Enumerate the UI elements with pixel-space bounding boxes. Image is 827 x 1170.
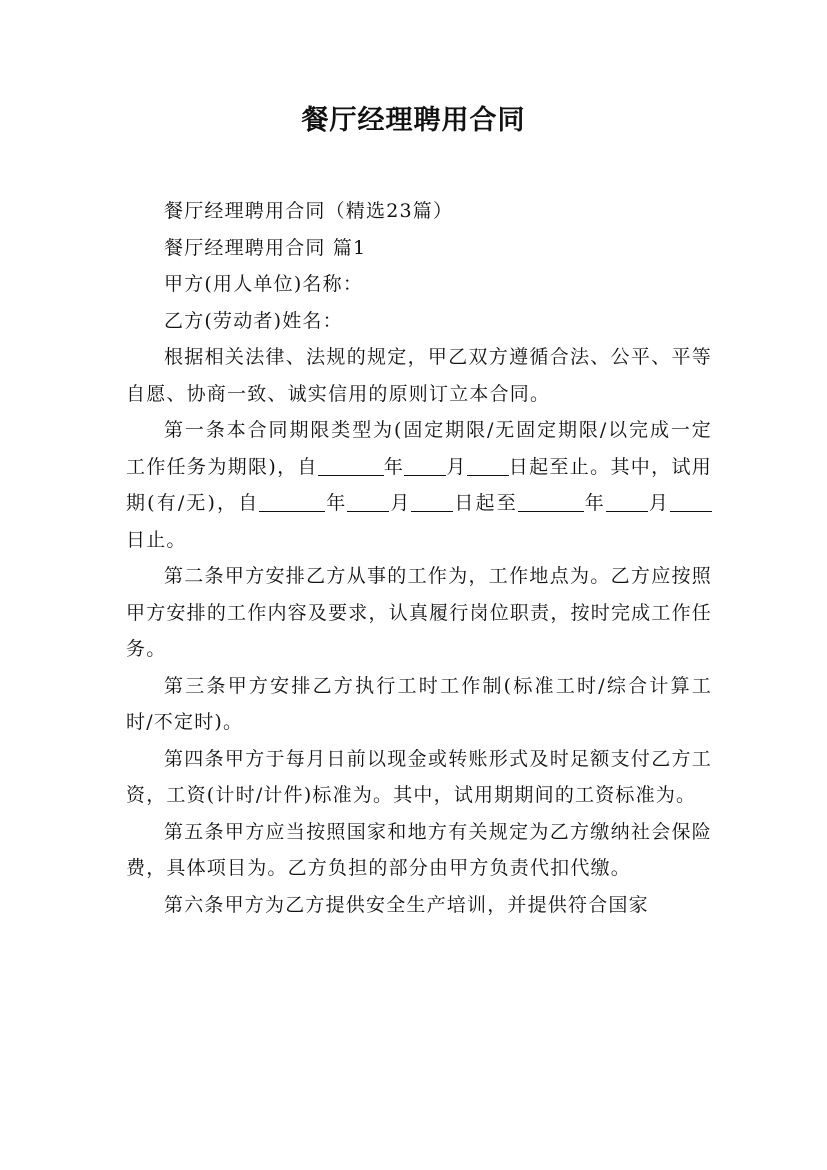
document-body bbox=[126, 193, 712, 923]
article-1-text: 日起至 bbox=[453, 492, 518, 514]
blank-field bbox=[518, 492, 584, 512]
article-5-paragraph: 第五条甲方应当按照国家和地方有关规定为乙方缴纳社会保险费，具体项目为。乙方负担的部分由甲方负责代扣代缴。 bbox=[126, 820, 712, 879]
blank-field bbox=[259, 492, 325, 512]
intro-paragraph: 根据相关法律、法规的规定，甲乙双方遵循合法、公平、平等自愿、协商一致、诚实信用的原则订立本合同。 bbox=[126, 346, 712, 405]
article-1-text: 日起至止。其中，试用期(有/无)，自 bbox=[126, 455, 712, 514]
document-title: 餐厅经理聘用合同 bbox=[301, 105, 526, 136]
article-1-paragraph bbox=[126, 412, 712, 558]
blank-field bbox=[670, 492, 712, 512]
article-6-paragraph: 第六条甲方为乙方提供安全生产培训，并提供符合国家 bbox=[164, 893, 649, 916]
blank-field bbox=[318, 456, 384, 476]
article-4-paragraph: 第四条甲方于每月日前以现金或转账形式及时足额支付乙方工资，工资(计时/计件)标准为。其中，试用期期间的工资标准为。 bbox=[126, 747, 712, 806]
article-1-text: 月 bbox=[446, 455, 467, 478]
party-a-line: 甲方(用人单位)名称： bbox=[164, 273, 364, 295]
article-1-text: 年 bbox=[583, 492, 606, 514]
article-1-text: 年 bbox=[325, 492, 348, 514]
blank-field bbox=[411, 492, 453, 512]
subtitle-line: 餐厅经理聘用合同（精选23篇） bbox=[164, 200, 454, 222]
article-2-paragraph: 第二条甲方安排乙方从事的工作为，工作地点为。乙方应按照甲方安排的工作内容及要求，认真履行岗位职责，按时完成工作任务。 bbox=[126, 565, 712, 660]
article-1-text: 日止。 bbox=[126, 528, 187, 551]
blank-field bbox=[347, 492, 389, 512]
party-b-line: 乙方(劳动者)姓名： bbox=[164, 309, 343, 332]
blank-field bbox=[606, 492, 648, 512]
article-3-paragraph: 第三条甲方安排乙方执行工时工作制(标准工时/综合计算工时/不定时)。 bbox=[126, 674, 712, 733]
article-1-text: 月 bbox=[389, 492, 412, 514]
article-1-text: 年 bbox=[383, 455, 405, 478]
article-1-text: 月 bbox=[647, 492, 670, 514]
blank-field bbox=[467, 456, 509, 476]
blank-field bbox=[404, 456, 446, 476]
article-1-text: 第一条本合同期限类型为(固定期限/无固定期限/以完成一定工作任务为期限)，自 bbox=[126, 419, 712, 478]
section-heading: 餐厅经理聘用合同 篇1 bbox=[164, 236, 367, 259]
